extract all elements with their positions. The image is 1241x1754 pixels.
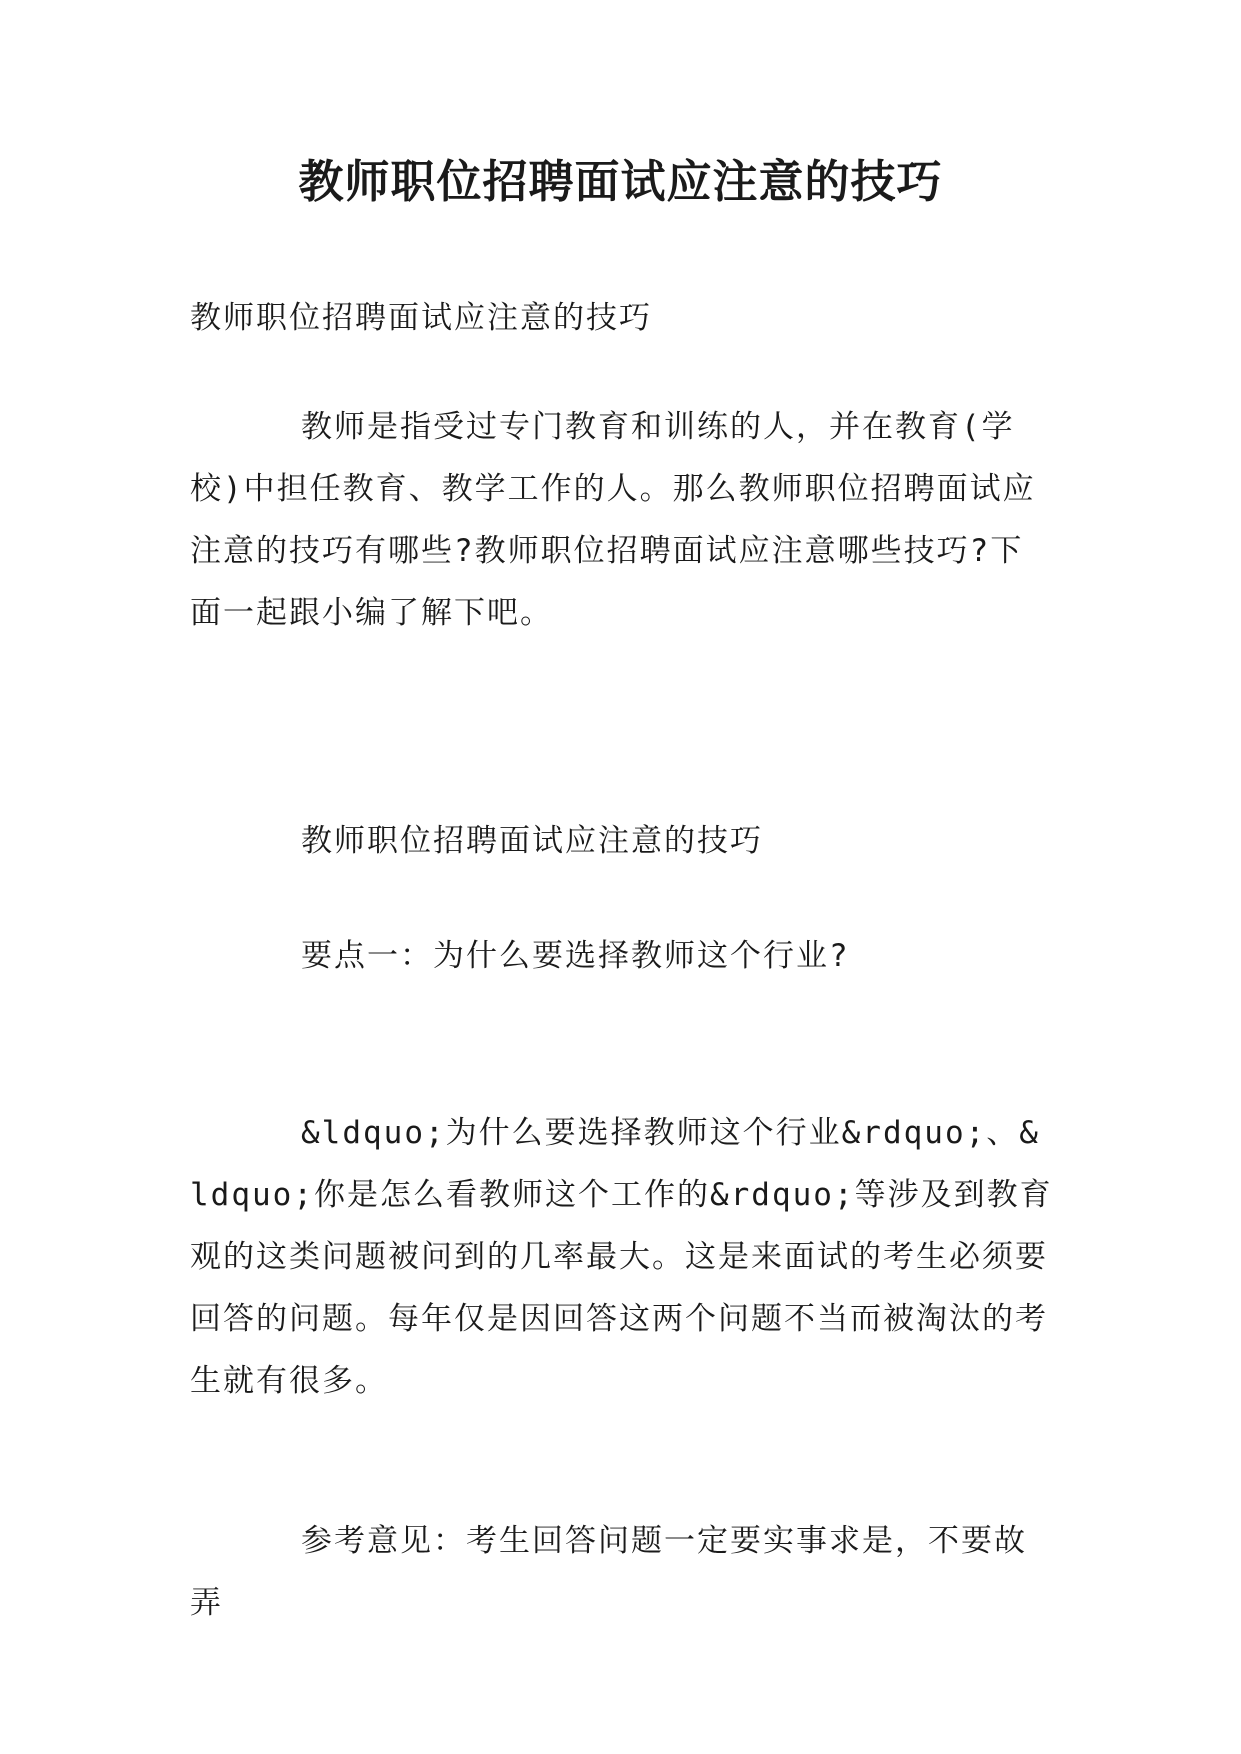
reference-opinion-paragraph: 参考意见：考生回答问题一定要实事求是，不要故弄	[190, 1523, 1027, 1621]
document-subtitle: 教师职位招聘面试应注意的技巧	[190, 300, 652, 336]
point-one-paragraph: &ldquo;为什么要选择教师这个行业&rdquo;、&ldquo;你是怎么看教师这个工作的&rdquo;等涉及到教育观的这类问题被问到的几率最大。这是来面试的考生必须要回答的问题。每年仅是因回答这两个问题不当而被淘汰的考生就有很多。	[190, 1115, 1053, 1399]
document-title: 教师职位招聘面试应注意的技巧	[298, 155, 943, 208]
point-one-heading: 要点一：为什么要选择教师这个行业?	[301, 938, 850, 974]
intro-paragraph: 教师是指受过专门教育和训练的人，并在教育(学校)中担任教育、教学工作的人。那么教师职位招聘面试应注意的技巧有哪些?教师职位招聘面试应注意哪些技巧?下面一起跟小编了解下吧。	[190, 409, 1036, 631]
section-heading: 教师职位招聘面试应注意的技巧	[301, 823, 763, 859]
